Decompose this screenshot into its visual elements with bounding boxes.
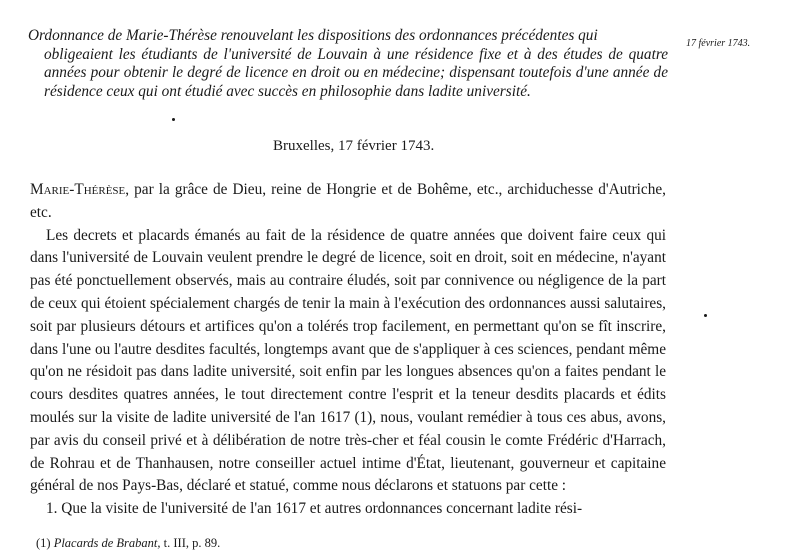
place-and-date: Bruxelles, 17 février 1743. <box>273 138 435 154</box>
ink-speck <box>172 118 175 121</box>
footnote-marker: (1) <box>36 536 51 550</box>
opening-text: , par la grâce de Dieu, reine de Hongrie et de Bohême, etc., archiduchesse d'Autriche, etc. <box>30 181 666 221</box>
summary-first-line: Ordonnance de Marie-Thérèse renouvelant les dispositions des ordonnances précédentes qui <box>28 27 598 44</box>
margin-date: 17 février 1743. <box>686 38 751 49</box>
sovereign-name: Marie-Thérèse <box>30 181 126 198</box>
ink-speck <box>704 314 707 317</box>
footnote <box>36 536 220 551</box>
footnote-reference: t. III, p. 89. <box>163 536 221 550</box>
ordinance-summary <box>28 27 668 101</box>
summary-continuation: obligeaient les étudiants de l'université de Louvain à une résidence fixe et à des études de quatre années pour obtenir le degré de licence en droit ou en médecine; dispensant toutefois d'une année de résidence ceux qui ont étudié avec succès en philosophie dans ladite université. <box>44 45 668 100</box>
opening-paragraph <box>30 179 666 225</box>
footnote-source: Placards de Brabant, <box>53 536 161 550</box>
preamble-paragraph: Les decrets et placards émanés au fait de la résidence de quatre années que doivent faire ceux qui dans l'université de Louvain veulent prendre le degré de licence, soit en droit, soit en médecine, n'ayant pas été ponctuellement observés, mais au contraire éludés, soit par connivence ou négligence de la part de ceux qui étoient spécialement chargés de tenir la main à l'exécution des ordonnances aussi salutaires, soit par plusieurs détours et artifices qu'on a tolérés trop facilement, en permettant qu'on se fît inscrire, dans l'une ou l'autre desdites facultés, longtemps avant que de s'appliquer à ces sciences, pendant même qu'on ne résidoit pas dans ladite université, soit enfin par les longues absences qu'on a faites pendant le cours desdites quatres années, le tout directement contre l'esprit et la teneur desdits placards et édits moulés sur la visite de ladite université de l'an 1617 (1), nous, voulant remédier à tous ces abus, avons, par avis du conseil privé et à délibération de notre très-cher et féal cousin le comte Frédéric d'Harrach, de Rohrau et de Thanhausen, notre conseiller actuel intime d'État, lieutenant, gouverneur et capitaine général de nos Pays-Bas, déclaré et statué, comme nous déclarons et statuons par cette : <box>30 226 666 495</box>
article-1-paragraph: 1. Que la visite de l'université de l'an 1617 et autres ordonnances concernant ladite rési- <box>46 500 583 518</box>
ordinance-body <box>30 179 666 521</box>
